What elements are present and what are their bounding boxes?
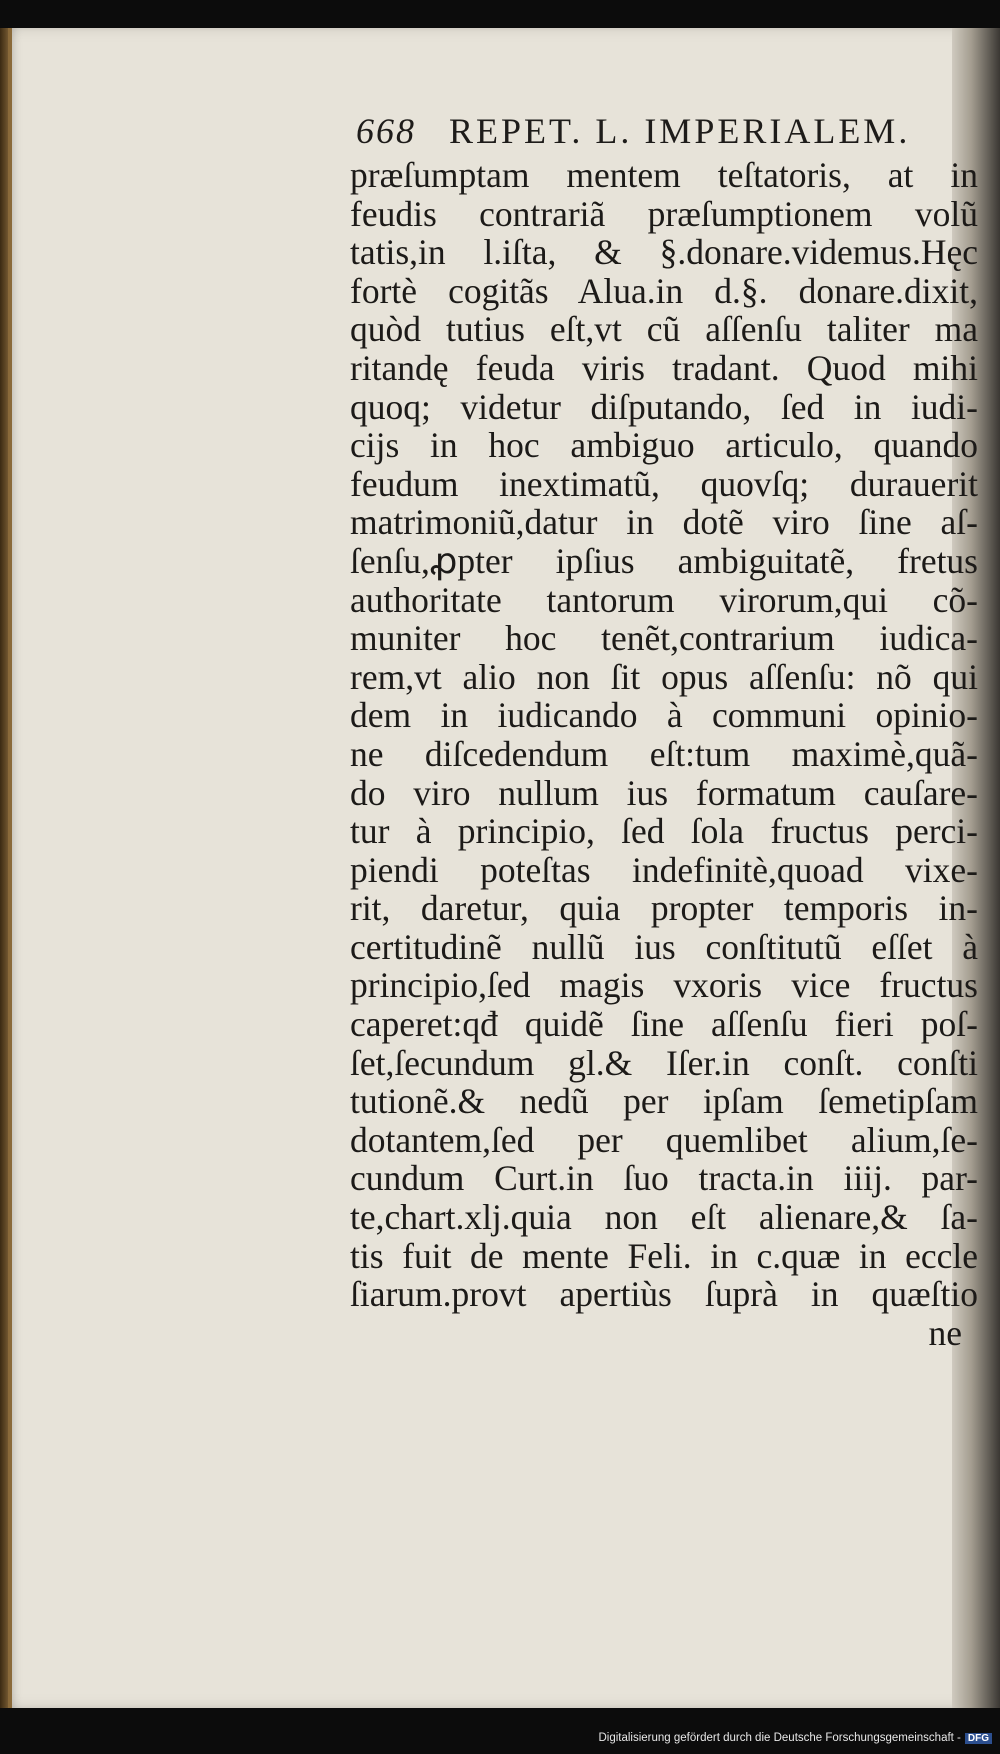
text-line: rem,vt alio non ſit opus aſſenſu: nõ qui	[350, 656, 978, 697]
page-header	[356, 110, 936, 156]
text-line: dotantem,ſed per quemlibet alium,ſe-	[350, 1119, 978, 1160]
text-line: fortè cogitãs Alua.in d.§. donare.dixit,	[350, 270, 978, 311]
text-line: tis fuit de mente Feli. in c.quæ in eccle	[350, 1235, 978, 1276]
text-line: præſumptam mentem teſtatoris, at in	[350, 155, 978, 195]
text-line: dem in iudicando à communi opinio-	[350, 695, 978, 736]
text-line: ne diſcedendum eſt:tum maximè,quã-	[350, 733, 978, 774]
credit-text: Digitalisierung gefördert durch die Deutsche Forschungsgemeinschaft -	[598, 1732, 961, 1744]
text-line: ritandę feuda viris tradant. Quod mihi	[350, 347, 978, 388]
text-line: do viro nullum ius formatum cauſare-	[350, 772, 978, 813]
text-line: tutionẽ.& nedũ per ipſam ſemetipſam	[350, 1081, 978, 1122]
text-line: ne	[928, 1312, 962, 1353]
text-line: muniter hoc tenẽt,contrarium iudica-	[350, 618, 978, 659]
text-line: cijs in hoc ambiguo articulo, quando	[350, 425, 978, 466]
dfg-logo: DFG	[965, 1733, 992, 1744]
body-text	[350, 156, 978, 1352]
text-line: rit, daretur, quia propter temporis in-	[350, 888, 978, 929]
text-line: principio,ſed magis vxoris vice fructus	[350, 965, 978, 1006]
text-line: caperet:qđ quidẽ ſine aſſenſu fieri poſ-	[350, 1004, 978, 1045]
text-line: cundum Curt.in ſuo tracta.in iiij. par-	[350, 1158, 978, 1199]
text-line: matrimoniũ,datur in dotẽ viro ſine aſ-	[350, 502, 978, 543]
text-line: ſenſu,ꝓpter ipſius ambiguitatẽ, fretus	[350, 540, 978, 581]
text-line: certitudinẽ nullũ ius conſtitutũ eſſet à	[350, 926, 978, 967]
text-line: quoq; videtur diſputando, ſed in iudi-	[350, 386, 978, 427]
text-line: te,chart.xlj.quia non eſt alienare,& ſa-	[350, 1197, 978, 1238]
text-line: tur à principio, ſed ſola fructus perci-	[350, 811, 978, 852]
running-head: REPET. L. IMPERIALEM.	[449, 111, 911, 151]
digitization-credit	[598, 1732, 992, 1750]
text-line: tatis,in l.iſta, & §.donare.videmus.Hęc	[350, 232, 978, 273]
page-number: 668	[356, 111, 416, 151]
text-line: ſiarum.provt apertiùs ſuprà in quæſtio	[350, 1274, 978, 1315]
text-line: authoritate tantorum virorum,qui cõ-	[350, 579, 978, 620]
text-line: feudum inextimatũ, quovſq; durauerit	[350, 463, 978, 504]
text-line: ſet,ſecundum gl.& Iſer.in conſt. conſti	[350, 1042, 978, 1083]
text-line: quòd tutius eſt,vt cũ aſſenſu taliter ma	[350, 309, 978, 350]
text-line: feudis contrariã præſumptionem volũ	[350, 193, 978, 234]
text-line: piendi poteſtas indefinitè,quoad vixe-	[350, 849, 978, 890]
